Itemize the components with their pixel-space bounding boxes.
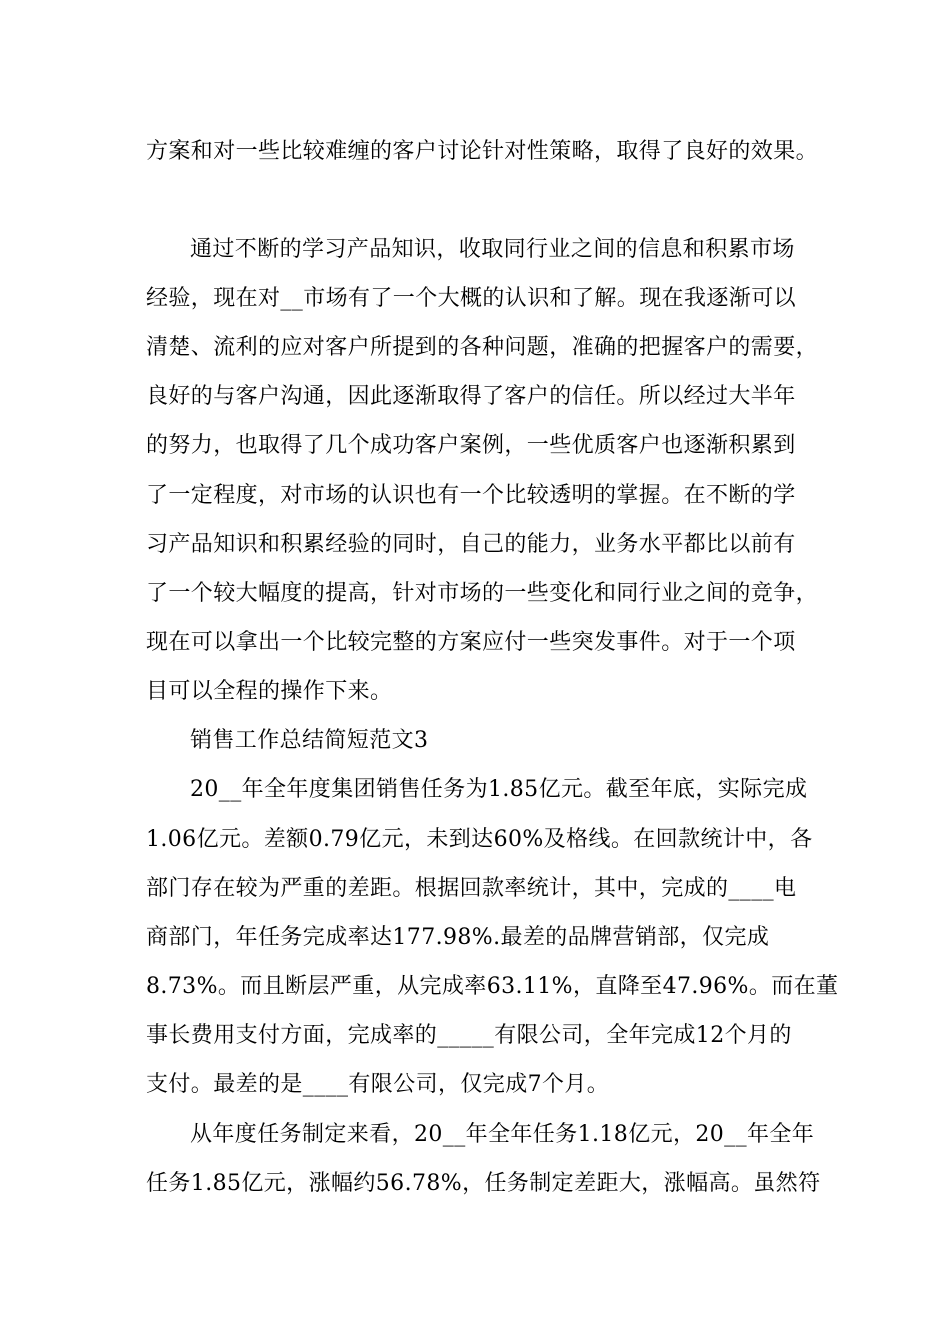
text-line: 了一个较大幅度的提高，针对市场的一些变化和同行业之间的竞争，	[146, 581, 819, 606]
text-line: 1.06亿元。差额0.79亿元，未到达60%及格线。在回款统计中，各	[146, 827, 813, 852]
text-line: 方案和对一些比较难缠的客户讨论针对性策略，取得了良好的效果。	[146, 139, 819, 164]
text-line: 习产品知识和积累经验的同时，自己的能力，业务水平都比以前有	[146, 532, 796, 557]
text-line: 商部门，年任务完成率达177.98%.最差的品牌营销部，仅完成	[146, 925, 770, 950]
text-line: 8.73%。而且断层严重，从完成率63.11%，直降至47.96%。而在董	[146, 974, 839, 999]
text-line: 清楚、流利的应对客户所提到的各种问题，准确的把握客户的需要，	[146, 335, 819, 360]
text-line: 目可以全程的操作下来。	[146, 679, 393, 704]
paragraph-first-line: 通过不断的学习产品知识，收取同行业之间的信息和积累市场	[190, 237, 795, 262]
paragraph-first-line: 20__年全年度集团销售任务为1.85亿元。截至年底，实际完成	[190, 777, 808, 802]
text-line: 部门存在较为严重的差距。根据回款率统计，其中，完成的____电	[146, 876, 797, 901]
text-line: 事长费用支付方面，完成率的_____有限公司，全年完成12个月的	[146, 1023, 792, 1048]
text-line: 了一定程度，对市场的认识也有一个比较透明的掌握。在不断的学	[146, 483, 796, 508]
paragraph-first-line: 从年度任务制定来看，20__年全年任务1.18亿元，20__年全年	[190, 1122, 815, 1147]
text-line: 任务1.85亿元，涨幅约56.78%，任务制定差距大，涨幅高。虽然符	[146, 1171, 821, 1196]
text-line: 的努力，也取得了几个成功客户案例，一些优质客户也逐渐积累到	[146, 433, 796, 458]
text-line: 良好的与客户沟通，因此逐渐取得了客户的信任。所以经过大半年	[146, 384, 796, 409]
text-line: 支付。最差的是____有限公司，仅完成7个月。	[146, 1072, 610, 1097]
text-line: 经验，现在对__市场有了一个大概的认识和了解。现在我逐渐可以	[146, 286, 797, 311]
section-heading: 销售工作总结简短范文3	[190, 728, 429, 753]
text-line: 现在可以拿出一个比较完整的方案应付一些突发事件。对于一个项	[146, 630, 796, 655]
